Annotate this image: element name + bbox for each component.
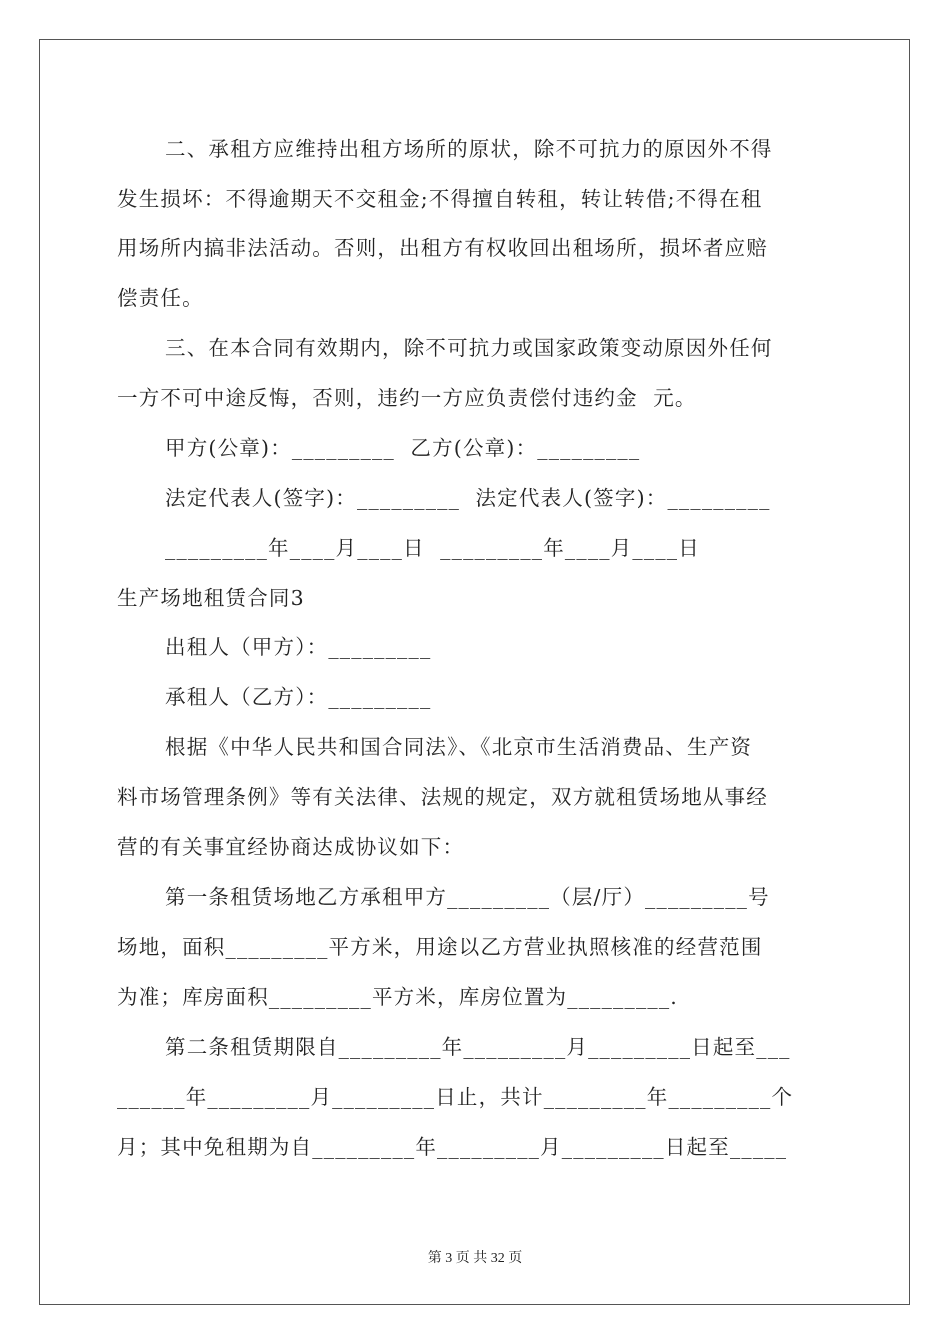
- paragraph-line: 三、在本合同有效期内，除不可抗力或国家政策变动原因外任何: [165, 336, 773, 360]
- paragraph-line: 偿责任。: [117, 286, 204, 310]
- paragraph-line: 为准；库房面积_________平方米，库房位置为_________.: [117, 985, 679, 1009]
- paragraph-line: 第一条租赁场地乙方承租甲方_________（层/厅）_________号: [165, 885, 770, 909]
- page-border: [39, 39, 910, 1305]
- paragraph-line: ______年_________月_________日止，共计_________年_________个: [117, 1085, 794, 1109]
- paragraph-line: 营的有关事宜经协商达成协议如下：: [117, 835, 465, 859]
- paragraph-line: 根据《中华人民共和国合同法》、《北京市生活消费品、生产资: [165, 735, 753, 759]
- paragraph-line: 发生损坏：不得逾期天不交租金;不得擅自转租，转让转借;不得在租: [117, 187, 763, 211]
- page-number: 第 3 页 共 32 页: [427, 1251, 523, 1266]
- signature-line: 法定代表人(签字)：_________ 法定代表人(签字)：_________: [165, 486, 771, 510]
- paragraph-line: 场地，面积_________平方米，用途以乙方营业执照核准的经营范围: [117, 935, 763, 959]
- paragraph-line: 一方不可中途反悔，否则，违约一方应负责偿付违约金 元。: [117, 386, 697, 410]
- date-line: _________年____月____日 _________年____月____日: [165, 536, 700, 560]
- party-line: 出租人（甲方）：_________: [165, 635, 432, 659]
- paragraph-line: 用场所内搞非法活动。否则，出租方有权收回出租场所，损坏者应赔: [117, 236, 768, 260]
- section-title: 生产场地租赁合同3: [117, 586, 305, 610]
- paragraph-line: 第二条租赁期限自_________年_________月_________日起至___: [165, 1035, 791, 1059]
- paragraph-line: 料市场管理条例》等有关法律、法规的规定，双方就租赁场地从事经: [117, 785, 768, 809]
- party-line: 承租人（乙方）：_________: [165, 685, 432, 709]
- signature-line: 甲方(公章)：_________ 乙方(公章)：_________: [165, 436, 641, 460]
- paragraph-line: 月；其中免租期为自_________年_________月_________日起至_____: [117, 1135, 788, 1159]
- paragraph-line: 二、承租方应维持出租方场所的原状，除不可抗力的原因外不得: [165, 137, 773, 161]
